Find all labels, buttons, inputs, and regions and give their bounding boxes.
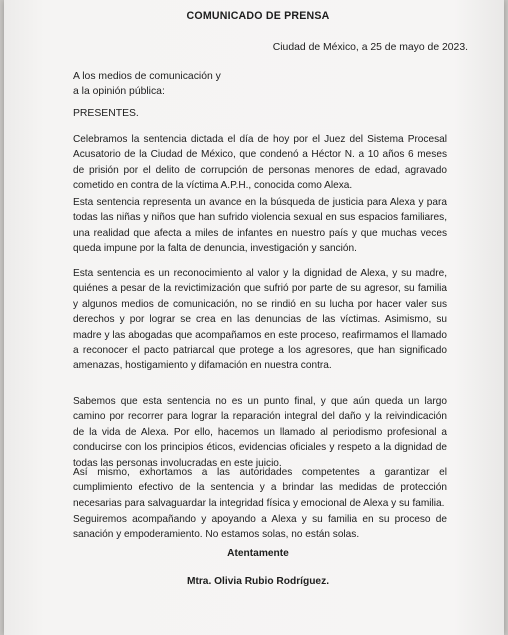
paragraph: Esta sentencia representa un avance en la búsqueda de justicia para Alexa y para todas las niñas y niños que han sufrido violencia sexual en sus espacios familiares, una realidad que afecta a miles de infantes en nuestro país y que muchas veces queda impune por la falta de denuncia, investigación y sanción. (73, 197, 447, 255)
signature-name: Mtra. Olivia Rubio Rodríguez. (186, 576, 330, 587)
paragraph: Sabemos que esta sentencia no es un punto final, y que aún queda un largo camino por recorrer para lograr la reparación integral del daño y la reivindicación de la vida de Alexa. Por ello, hacemos un llamado al periodismo profesional a conducirse con los principios éticos, evidencias oficiales y respeto a la dignidad de todas las personas involucradas en este juicio. (73, 396, 447, 469)
closing: Atentamente (227, 548, 289, 559)
recipient-line: A los medios de comunicación y (73, 71, 221, 82)
recipient-line: a la opinión pública: (73, 86, 165, 97)
paragraph: Celebramos la sentencia dictada el día de hoy por el Juez del Sistema Procesal Acusatorio de la Ciudad de México, que condenó a Héctor N. a 10 años 6 meses de prisión por el delito de corrupción de personas menores de edad, agravado cometido en contra de la víctima A.P.H., conocida como Alexa. (73, 134, 447, 192)
document-title: COMUNICADO DE PRENSA (186, 10, 330, 22)
document-date: Ciudad de México, a 25 de mayo de 2023. (272, 42, 468, 53)
paragraph: Seguiremos acompañando y apoyando a Alexa y su familia en su proceso de sanación y empoderamiento. No estamos solas, no están solas. (73, 514, 447, 541)
paragraph: Así mismo, exhortamos a las autoridades competentes a garantizar el cumplimiento efectivo de la sentencia y a brindar las medidas de protección necesarias para salvaguardar la integridad física y emocional de Alexa y su familia. (73, 467, 447, 509)
recipient-block (73, 69, 221, 99)
salutation: PRESENTES. (73, 108, 139, 119)
document-page (4, 0, 504, 635)
paragraph: Esta sentencia es un reconocimiento al valor y la dignidad de Alexa, y su madre, quiénes a pesar de la revictimización que sufrió por parte de su agresor, su familia y algunos medios de comunicación, no se rindió en su lucha por hacer valer sus derechos y por lograr se crea en las denuncias de las víctimas. Asimismo, su madre y las abogadas que acompañamos en este proceso, reafirmamos el llamado a reconocer el pacto patriarcal que protege a los agresores, que han significado amenazas, hostigamiento y difamación en nuestra contra. (73, 268, 447, 372)
